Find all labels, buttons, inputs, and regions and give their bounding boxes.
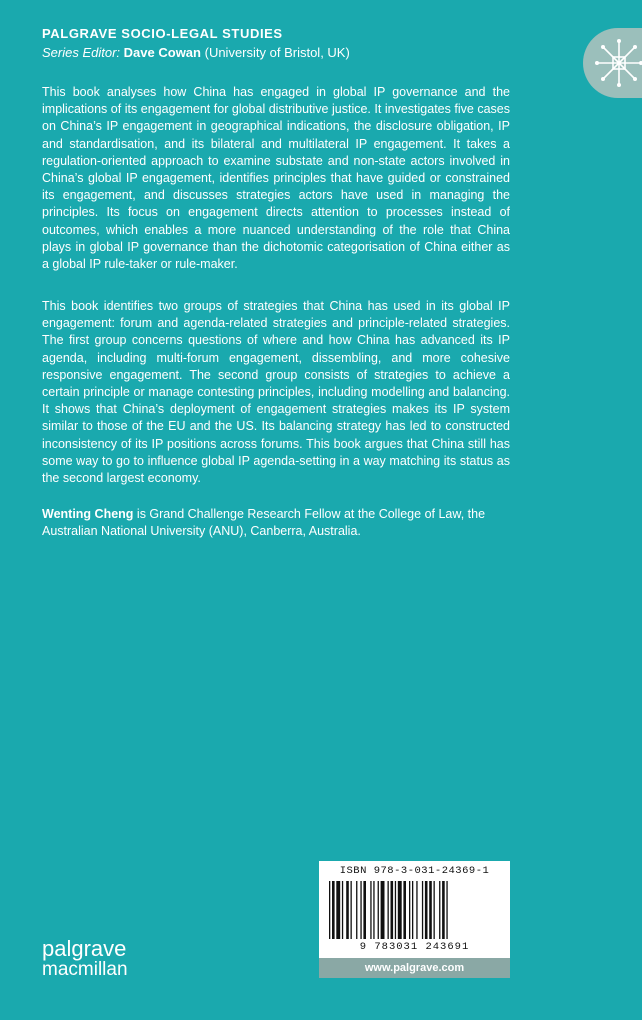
author-bio-text: is Grand Challenge Research Fellow at the College of Law, the Australian National University (ANU), Canberra, Australia. [42, 507, 486, 539]
isbn-barcode-box [319, 861, 510, 958]
publisher-logo [42, 938, 128, 980]
series-editor [42, 45, 350, 60]
series-title: PALGRAVE SOCIO-LEGAL STUDIES [42, 26, 283, 41]
author-name: Wenting Cheng [42, 507, 134, 521]
logo-tab [583, 28, 642, 98]
palgrave-star-logo-icon [593, 37, 642, 89]
barcode-digits: 9 783031 243691 [359, 941, 470, 953]
series-editor-name: Dave Cowan [123, 45, 201, 60]
series-editor-role: Series Editor: [42, 45, 121, 60]
blurb-paragraph-2: This book identifies two groups of strategies that China has used in its global IP engagement: forum and agenda-related strategies and principle-related strategies. The first group concerns questions of where and how China has advanced its IP agenda, including multi-forum engagement, dissembling, and more cohesive responsive engagement. The second group consists of strategies to achieve a certain principle or manage contesting principles, including modelling and balancing. It shows that China’s deployment of engagement strategies makes its IP system similar to those of the EU and the US. Its balancing strategy has led to constructed inconsistency of its IP positions across forums. This book argues that China still has some way to go to influence global IP agenda-setting in a way matching its status as the second largest economy. [42, 299, 510, 486]
series-editor-affiliation: (University of Bristol, UK) [204, 45, 350, 60]
publisher-logo-line-1: palgrave [42, 936, 127, 961]
publisher-url[interactable]: www.palgrave.com [319, 958, 510, 978]
barcode-icon [327, 881, 502, 941]
author-bio [42, 506, 510, 540]
publisher-logo-line-2: macmillan [42, 959, 128, 980]
isbn-label: ISBN 978-3-031-24369-1 [339, 865, 490, 877]
blurb-paragraph-1: This book analyses how China has engaged in global IP governance and the implications of its engagement for global distributive justice. It investigates five cases on China’s IP engagement in geographical indications, the disclosure obligation, IP and standardisation, and its bilateral and multilateral IP engagement. It takes a regulation-oriented approach to examine substate and non-state actors involved in China’s global IP engagement, identifies principles that have guided or constrained its engagement, and discusses strategies actors have used in managing the principles. Its focus on engagement directs attention to processes instead of outcomes, which enables a more nuanced understanding of the role that China plays in global IP governance than the dichotomic categorisation of China either as a global IP rule-taker or rule-maker. [42, 85, 510, 272]
